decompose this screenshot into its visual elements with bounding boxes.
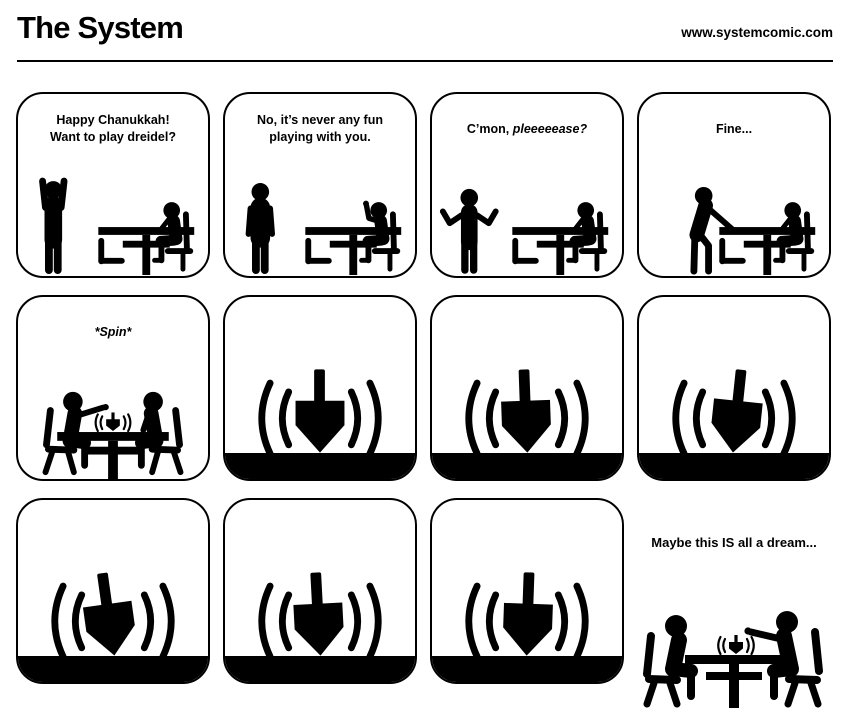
caption-line: Happy Chanukkah! [56, 113, 170, 127]
caption-line: Fine... [715, 122, 753, 136]
panel-1 [16, 92, 210, 278]
dreidel-icon [709, 367, 766, 455]
seated-player-arm [783, 219, 790, 228]
header-divider [17, 60, 833, 62]
dreidel-icon [296, 369, 345, 452]
dreidel-closeup-icon [432, 500, 622, 682]
table-icon [685, 655, 783, 708]
dreidel-icon [79, 570, 139, 659]
panel-11 [430, 498, 624, 684]
seated-player-arm [162, 219, 169, 228]
left-player-icon [647, 615, 691, 704]
caption-emphasis: pleeeeease? [512, 122, 588, 136]
dreidel-icon [292, 571, 345, 657]
seated-player-arm [576, 219, 583, 228]
small-dreidel-icon [718, 635, 754, 654]
comic-website-url: www.systemcomic.com [681, 25, 833, 40]
panel-9 [16, 498, 210, 684]
seated-player-icon [569, 202, 605, 269]
panel-3-caption [432, 121, 622, 138]
dream-scene-icon [637, 498, 831, 708]
panel-8 [637, 295, 831, 481]
raised-arms-figure-icon [43, 181, 65, 270]
comic-title: The System [17, 10, 184, 45]
panel-3 [430, 92, 624, 278]
panel-1-caption [18, 112, 208, 146]
dreidel-closeup-icon [432, 297, 622, 479]
comic-masthead [17, 12, 833, 43]
panel-4-caption [639, 121, 829, 138]
dreidel-icon [502, 572, 554, 657]
dreidel-closeup-icon [225, 500, 415, 682]
caption-plain: C’mon, [466, 122, 513, 136]
panel-10 [223, 498, 417, 684]
panel-12-caption [637, 534, 831, 552]
panel-2-caption [225, 112, 415, 146]
panel-7 [430, 295, 624, 481]
dreidel-closeup-icon [639, 297, 829, 479]
panel-2 [223, 92, 417, 278]
shrugging-figure-icon [443, 189, 496, 270]
dreidel-closeup-icon [18, 500, 208, 682]
dreidel-icon [500, 369, 552, 454]
right-player-icon [141, 392, 180, 472]
caption-line: Maybe this IS all a dream... [651, 535, 817, 550]
panel-5 [16, 295, 210, 481]
panel-12 [637, 498, 831, 684]
panel-grid [16, 92, 831, 684]
dreidel-closeup-icon [225, 297, 415, 479]
seated-player-icon [776, 202, 812, 269]
standing-figure-icon [249, 183, 272, 270]
caption-line: *Spin* [94, 325, 132, 339]
panel-4 [637, 92, 831, 278]
seated-player-icon [155, 202, 191, 269]
caption-line: Want to play dreidel? [50, 129, 176, 144]
panel-5-caption [18, 324, 208, 341]
panel-6 [223, 295, 417, 481]
caption-line: playing with you. [269, 129, 371, 144]
caption-line: No, it’s never any fun [257, 113, 383, 127]
small-dreidel-icon [96, 412, 131, 431]
